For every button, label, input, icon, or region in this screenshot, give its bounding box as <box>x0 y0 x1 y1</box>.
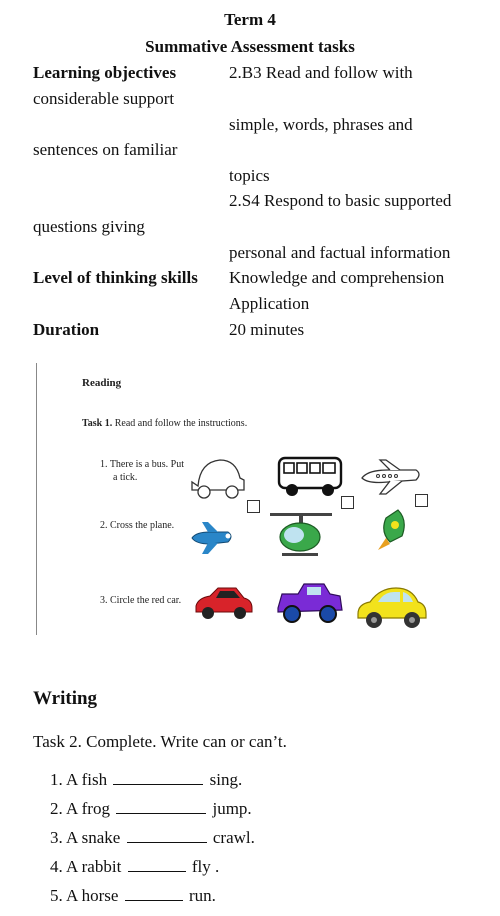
reading-item-3: 3. Circle the red car. <box>100 595 182 606</box>
writing-item-5-start: 5. A horse <box>50 886 119 905</box>
writing-item-1-blank[interactable] <box>113 769 203 785</box>
red-car-picture[interactable] <box>192 582 256 622</box>
bus-picture <box>276 454 344 500</box>
writing-item-5 <box>50 885 216 906</box>
rocket-picture <box>372 506 412 558</box>
writing-heading: Writing <box>33 688 98 709</box>
reading-item-2: 2. Cross the plane. <box>100 520 175 531</box>
writing-item-5-blank[interactable] <box>125 885 183 901</box>
thinking-skills-value-1: Knowledge and comprehension <box>229 268 445 287</box>
reading-task-label: Task 1. <box>82 418 113 429</box>
objective-line-1: 2.B3 Read and follow with <box>229 63 413 82</box>
page-title: Summative Assessment tasks <box>145 37 355 56</box>
objective-line-6: 2.S4 Respond to basic supported <box>229 191 452 210</box>
duration-value: 20 minutes <box>229 320 305 339</box>
writing-item-3 <box>50 827 255 848</box>
thinking-skills-value-2: Application <box>229 294 310 313</box>
writing-item-3-start: 3. A snake <box>50 828 121 847</box>
reading-frame-line <box>36 363 37 635</box>
reading-item-1-line-1: 1. There is a bus. Put <box>100 459 184 470</box>
objective-line-3: simple, words, phrases and <box>229 115 413 134</box>
writing-item-1-end: sing. <box>209 770 243 789</box>
objective-line-2: considerable support <box>33 89 175 108</box>
tick-box-car[interactable] <box>247 500 260 513</box>
purple-car-picture <box>274 580 346 628</box>
tick-box-bus[interactable] <box>341 496 354 509</box>
objective-line-7: questions giving <box>33 217 145 236</box>
thinking-skills-label: Level of thinking skills <box>33 268 198 287</box>
reading-task-line <box>82 418 247 430</box>
writing-task: Task 2. Complete. Write can or can’t. <box>33 732 287 751</box>
writing-item-1-start: 1. A fish <box>50 770 108 789</box>
writing-item-2-blank[interactable] <box>116 798 206 814</box>
writing-item-2-start: 2. A frog <box>50 799 110 818</box>
objective-line-8: personal and factual information <box>229 243 451 262</box>
yellow-car-picture <box>354 584 428 632</box>
blue-plane-picture[interactable] <box>188 518 236 558</box>
writing-item-3-blank[interactable] <box>127 827 207 843</box>
duration-label: Duration <box>33 320 100 339</box>
helicopter-picture <box>268 509 334 559</box>
writing-item-4 <box>50 856 219 877</box>
car-outline-picture <box>188 452 248 508</box>
reading-task-text: Read and follow the instructions. <box>114 418 248 429</box>
objectives-label: Learning objectives <box>33 63 177 82</box>
writing-item-4-start: 4. A rabbit <box>50 857 122 876</box>
plane-picture <box>358 458 424 498</box>
term-title: Term 4 <box>224 10 276 29</box>
reading-heading: Reading <box>82 377 122 389</box>
reading-item-1-line-2: a tick. <box>113 472 138 483</box>
objective-line-5: topics <box>229 166 270 185</box>
writing-item-4-blank[interactable] <box>128 856 186 872</box>
tick-box-plane[interactable] <box>415 494 428 507</box>
writing-item-5-end: run. <box>188 886 216 905</box>
writing-item-1 <box>50 769 242 790</box>
objective-line-4: sentences on familiar <box>33 140 178 159</box>
writing-item-4-end: fly . <box>191 857 220 876</box>
writing-item-2 <box>50 798 252 819</box>
writing-item-3-end: crawl. <box>212 828 255 847</box>
writing-item-2-end: jump. <box>212 799 252 818</box>
